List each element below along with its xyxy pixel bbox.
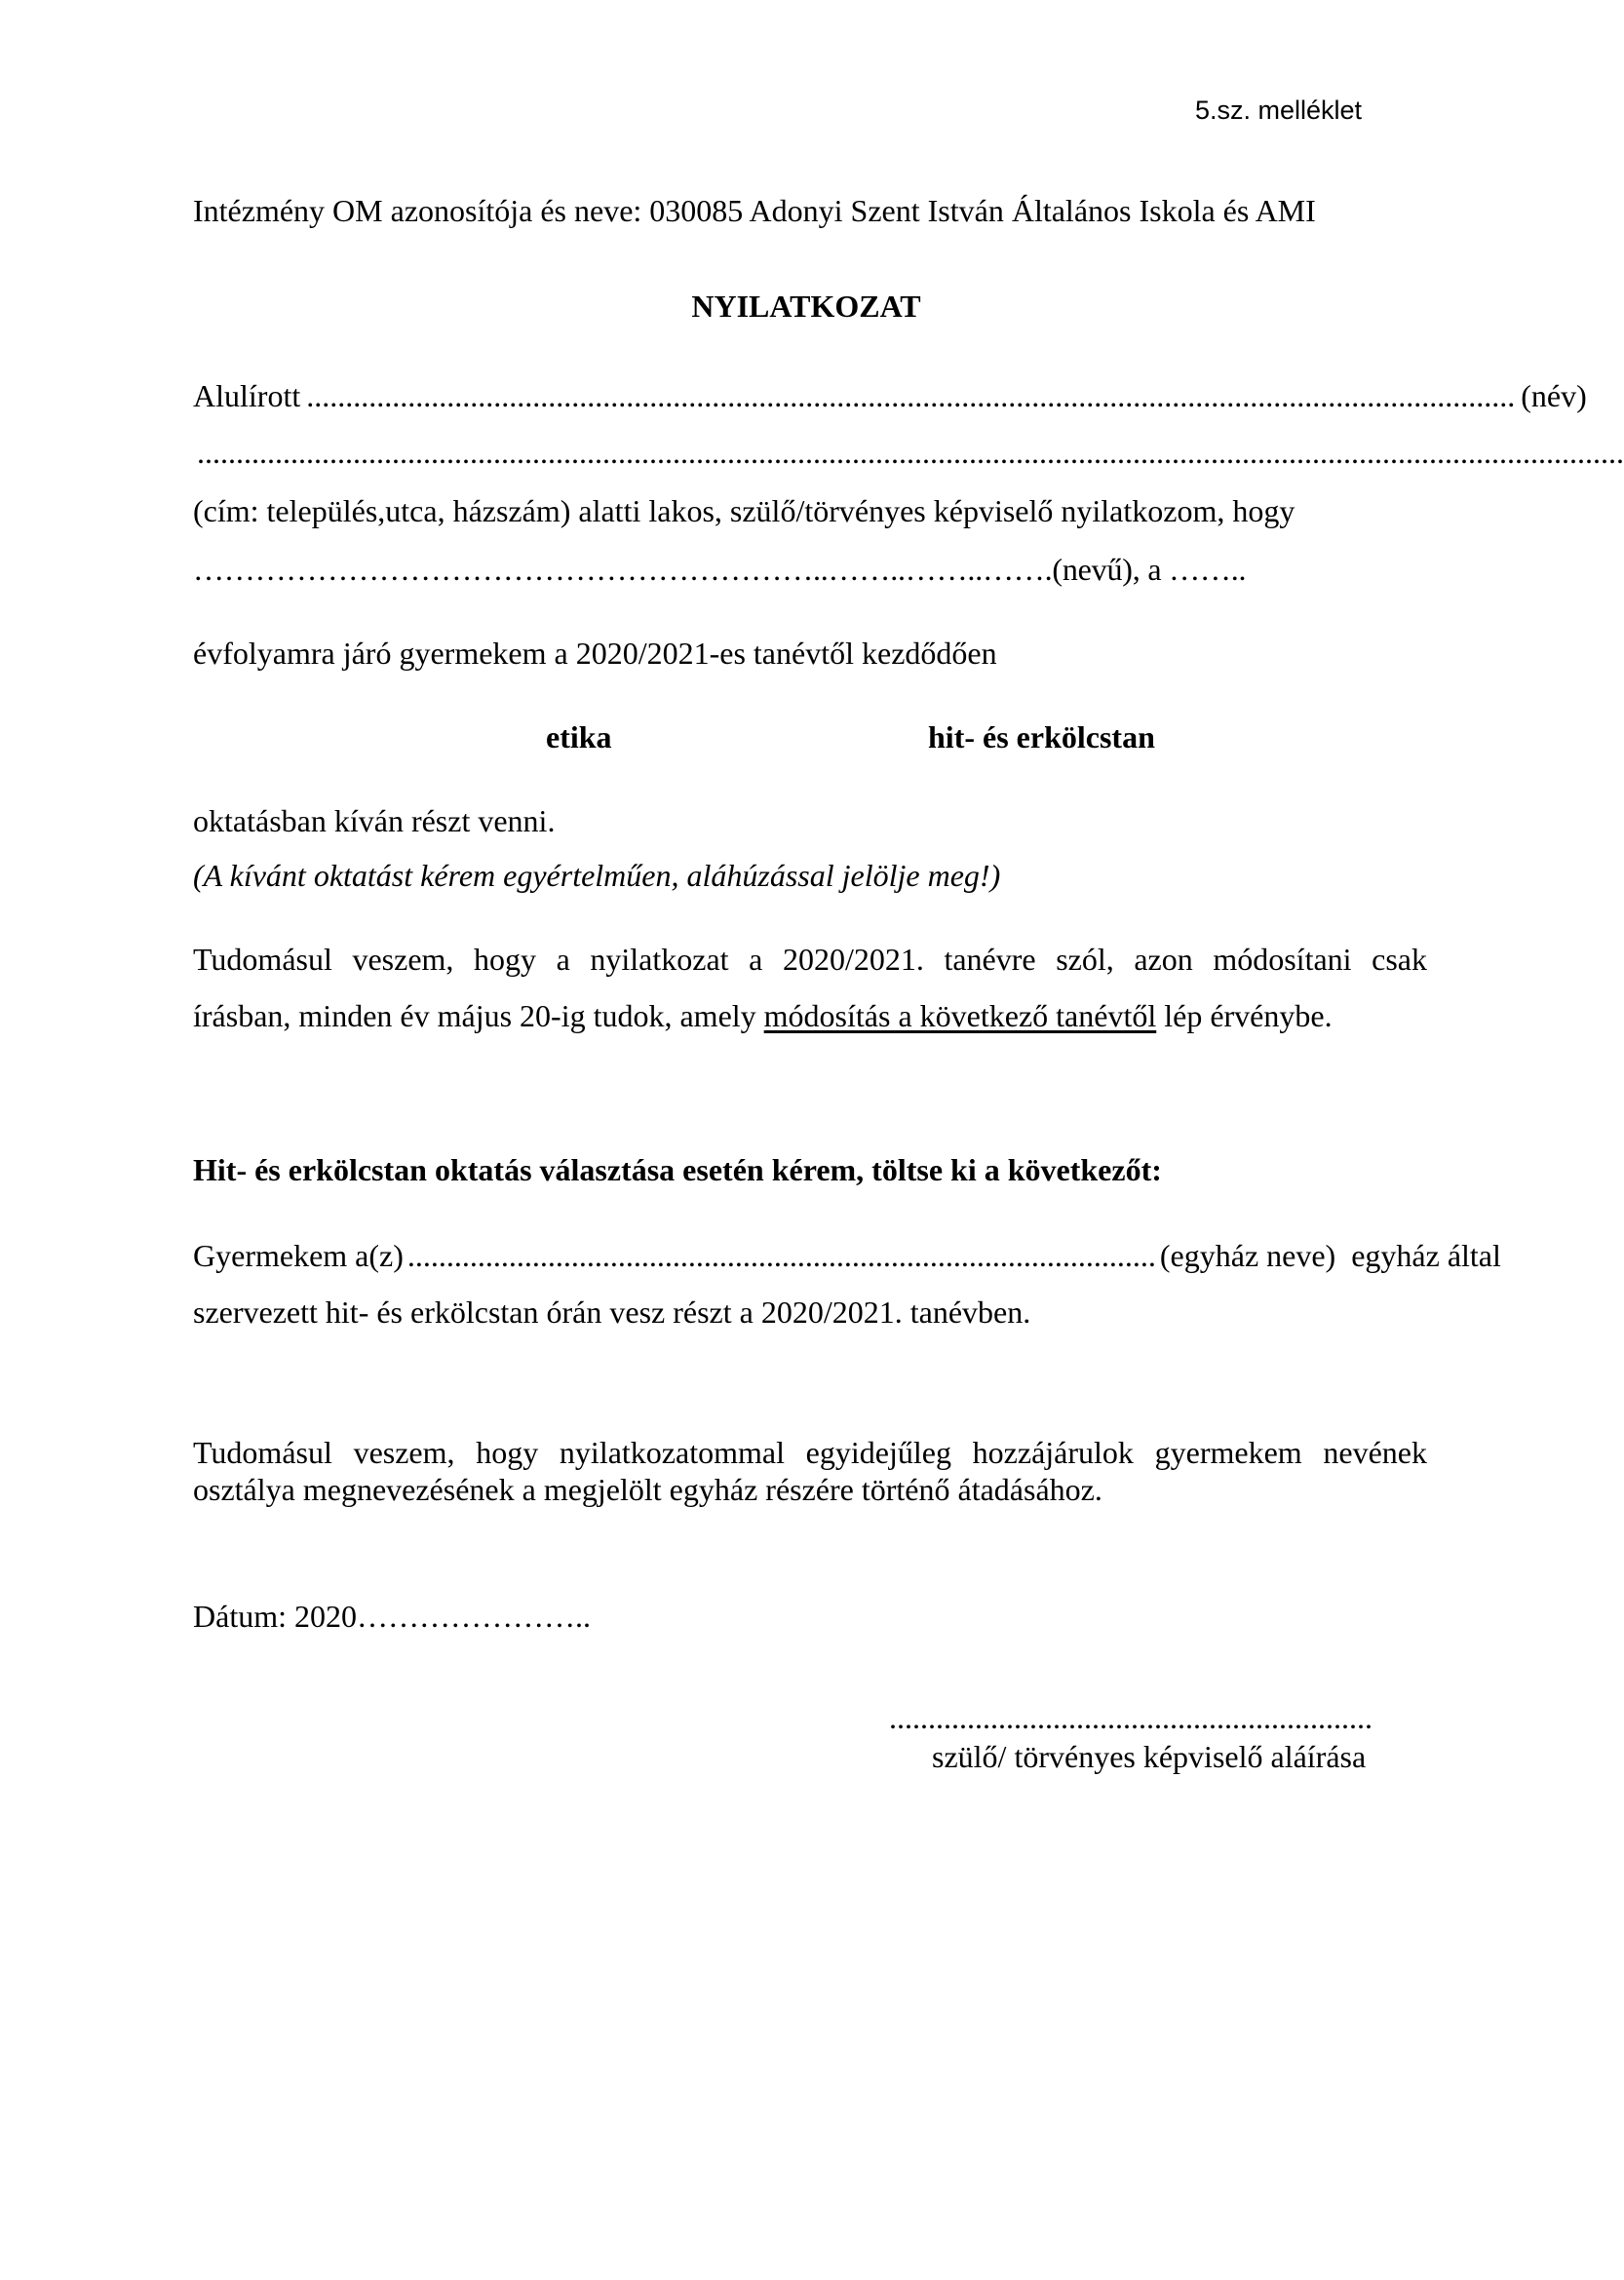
acknowledge-word: azon	[1134, 942, 1193, 977]
church-prefix: Gyermekem a(z)	[193, 1238, 404, 1273]
consent-word: gyermekem	[1154, 1435, 1302, 1470]
acknowledge-underlined: módosítás a következő tanévtől	[763, 998, 1157, 1033]
child-name-line[interactable]: ……………………………………………………..……..……..…….(nevű), a ……..	[193, 552, 1247, 587]
acknowledge-word: módosítani	[1213, 942, 1352, 977]
institution-line: Intézmény OM azonosítója és neve: 030085 Adonyi Szent István Általános Iskola és AMI	[193, 193, 1316, 228]
page-title: NYILATKOZAT	[691, 289, 921, 324]
acknowledge-line-1	[193, 942, 1427, 978]
name-prefix: Alulírott	[193, 378, 301, 413]
address-line: (cím: település,utca, házszám) alatti lakos, szülő/törvényes képviselő nyilatkozom, hogy	[193, 493, 1295, 528]
consent-word: Tudomásul	[193, 1435, 332, 1470]
consent-word: nyilatkozatommal	[559, 1435, 785, 1470]
acknowledge-word: tanévre	[944, 942, 1036, 977]
acknowledge-word: hogy	[474, 942, 536, 977]
acknowledge-word: veszem,	[352, 942, 454, 977]
consent-word: veszem,	[353, 1435, 455, 1470]
option-religion[interactable]: hit- és erkölcstan	[928, 719, 1155, 754]
acknowledge-word: 2020/2021.	[782, 942, 924, 977]
address-input-dots[interactable]: .......................................................................................................................................................................................	[197, 435, 1624, 470]
name-suffix: (név)	[1521, 378, 1587, 413]
name-input-dots[interactable]: ...........................................................................................................................................................	[306, 378, 1516, 413]
acknowledge-line-2-post: lép érvénybe.	[1156, 998, 1333, 1033]
acknowledge-word: Tudomásul	[193, 942, 332, 977]
consent-word: hozzájárulok	[972, 1435, 1134, 1470]
acknowledge-word: a	[749, 942, 763, 977]
consent-line-2: osztálya megnevezésének a megjelölt egyház részére történő átadásához.	[193, 1472, 1102, 1507]
church-field-row	[193, 1238, 1501, 1274]
participate-line: oktatásban kíván részt venni.	[193, 803, 556, 838]
consent-word: egyidejűleg	[805, 1435, 951, 1470]
consent-word: hogy	[476, 1435, 539, 1470]
acknowledge-line-2	[193, 998, 1333, 1034]
acknowledge-line-2-pre: írásban, minden év május 20-ig tudok, amely	[193, 998, 764, 1033]
consent-word: nevének	[1323, 1435, 1427, 1470]
name-field-row	[193, 378, 1587, 414]
annex-label: 5.sz. melléklet	[1195, 96, 1363, 125]
religion-heading: Hit- és erkölcstan oktatás választása esetén kérem, töltse ki a következőt:	[193, 1152, 1162, 1187]
church-input-dots[interactable]: ................................................................................................	[406, 1238, 1156, 1273]
instruction-line: (A kívánt oktatást kérem egyértelműen, aláhúzással jelölje meg!)	[193, 858, 1001, 893]
acknowledge-word: szól,	[1056, 942, 1114, 977]
acknowledge-word: a	[556, 942, 570, 977]
church-line-2: szervezett hit- és erkölcstan órán vesz részt a 2020/2021. tanévben.	[193, 1295, 1031, 1330]
signature-dots[interactable]: ..............................................................	[889, 1700, 1373, 1735]
acknowledge-word: nyilatkozat	[590, 942, 729, 977]
signature-label: szülő/ törvényes képviselő aláírása	[932, 1739, 1367, 1774]
address-field-row	[197, 435, 1624, 471]
date-line[interactable]: Dátum: 2020…………………..	[193, 1599, 591, 1634]
option-ethics[interactable]: etika	[546, 719, 612, 754]
consent-line-1	[193, 1435, 1427, 1471]
acknowledge-word: csak	[1372, 942, 1427, 977]
grade-line: évfolyamra járó gyermekem a 2020/2021-es tanévtől kezdődően	[193, 636, 997, 671]
church-suffix: (egyház neve) egyház által	[1159, 1238, 1501, 1273]
